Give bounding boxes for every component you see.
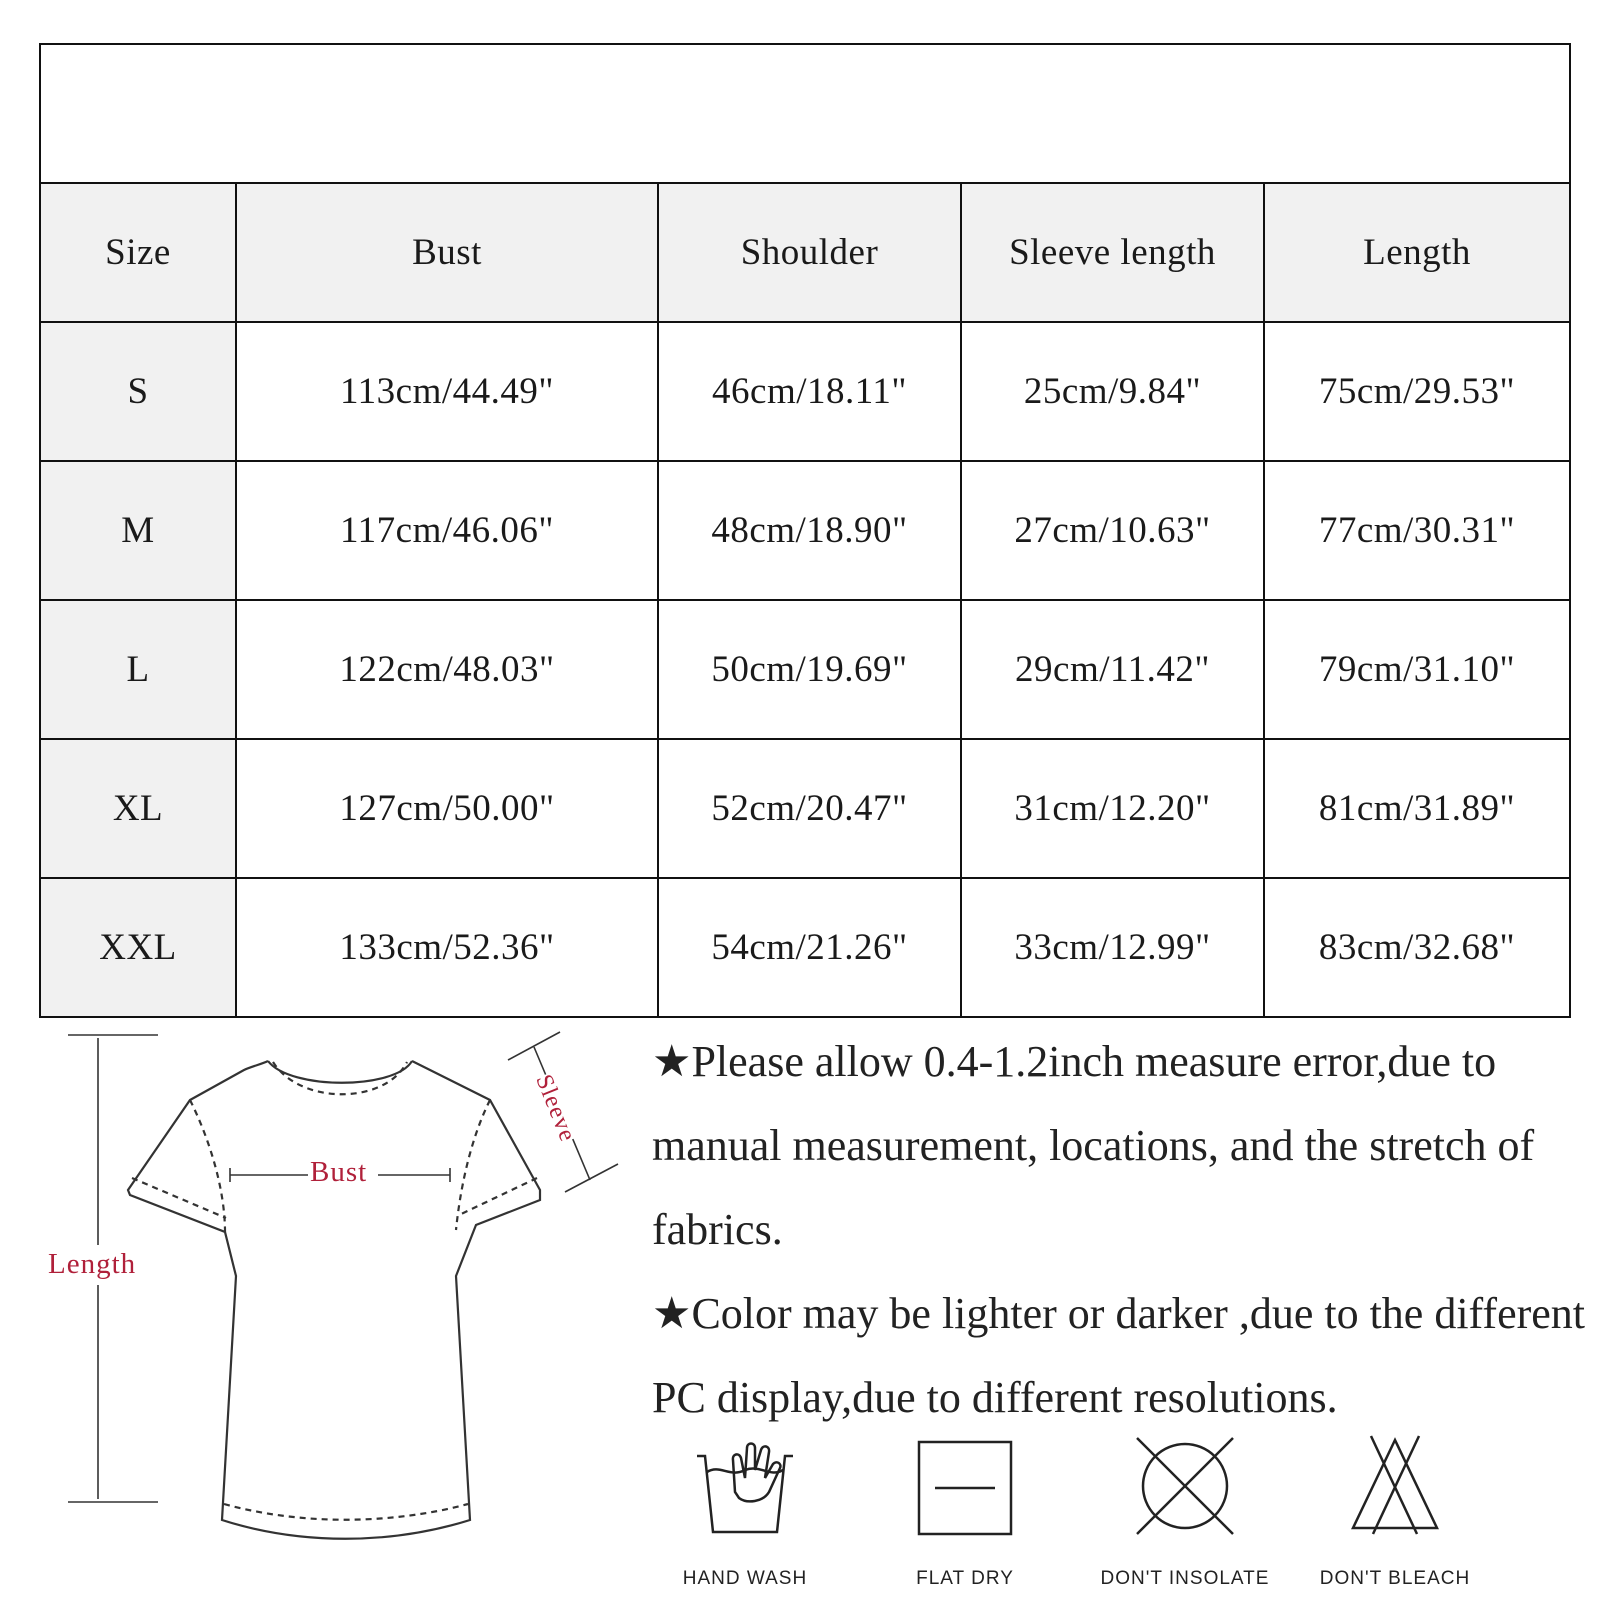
care-dont-bleach xyxy=(1285,1430,1505,1590)
shoulder-cell: 46cm/18.11" xyxy=(658,322,961,461)
note-measure-error: ★Please allow 0.4-1.2inch measure error,due to manual measurement, locations, and the stretch of fabrics. xyxy=(652,1037,1535,1254)
bust-cell: 133cm/52.36" xyxy=(236,878,658,1017)
bust-cell: 127cm/50.00" xyxy=(236,739,658,878)
sleeve-cell: 33cm/12.99" xyxy=(961,878,1264,1017)
shoulder-cell: 54cm/21.26" xyxy=(658,878,961,1017)
care-instructions xyxy=(660,1430,1600,1600)
length-cell: 81cm/31.89" xyxy=(1264,739,1570,878)
size-chart xyxy=(39,43,1569,1018)
bust-cell: 113cm/44.49" xyxy=(236,322,658,461)
sleeve-cell: 29cm/11.42" xyxy=(961,600,1264,739)
dont-insolate-icon xyxy=(1125,1430,1245,1540)
sleeve-label: Sleeve xyxy=(530,1070,581,1146)
length-cell: 75cm/29.53" xyxy=(1264,322,1570,461)
flat-dry-icon xyxy=(905,1430,1025,1540)
sleeve-cell: 25cm/9.84" xyxy=(961,322,1264,461)
care-label: DON'T BLEACH xyxy=(1319,1568,1471,1589)
table-row xyxy=(40,600,1570,739)
care-flat-dry xyxy=(855,1430,1075,1590)
shoulder-cell: 52cm/20.47" xyxy=(658,739,961,878)
size-cell: XXL xyxy=(40,878,236,1017)
shoulder-cell: 48cm/18.90" xyxy=(658,461,961,600)
header-size: Size xyxy=(40,183,236,322)
table-row xyxy=(40,878,1570,1017)
care-label: HAND WASH xyxy=(682,1568,808,1589)
table-row xyxy=(40,322,1570,461)
shoulder-cell: 50cm/19.69" xyxy=(658,600,961,739)
care-label: DON'T INSOLATE xyxy=(1100,1568,1270,1589)
header-sleeve-length: Sleeve length xyxy=(961,183,1264,322)
length-cell: 79cm/31.10" xyxy=(1264,600,1570,739)
table-row xyxy=(40,739,1570,878)
length-cell: 77cm/30.31" xyxy=(1264,461,1570,600)
header-length: Length xyxy=(1264,183,1570,322)
sleeve-cell: 31cm/12.20" xyxy=(961,739,1264,878)
care-dont-insolate xyxy=(1075,1430,1295,1590)
size-chart-title: Size Chart xyxy=(40,44,1570,183)
tshirt-diagram xyxy=(40,1020,640,1580)
header-row xyxy=(40,183,1570,322)
table-row xyxy=(40,461,1570,600)
size-cell: XL xyxy=(40,739,236,878)
bust-label: Bust xyxy=(310,1156,368,1188)
note-color: ★Color may be lighter or darker ,due to the different PC display,due to different resolutions. xyxy=(652,1289,1586,1422)
header-bust: Bust xyxy=(236,183,658,322)
size-cell: L xyxy=(40,600,236,739)
notes xyxy=(652,1020,1592,1440)
care-hand-wash xyxy=(635,1430,855,1590)
dont-bleach-icon xyxy=(1335,1430,1455,1540)
care-label: FLAT DRY xyxy=(916,1568,1014,1589)
size-cell: S xyxy=(40,322,236,461)
size-table xyxy=(39,43,1571,1018)
length-label: Length xyxy=(48,1248,137,1280)
hand-wash-icon xyxy=(685,1430,805,1540)
bust-cell: 117cm/46.06" xyxy=(236,461,658,600)
sleeve-cell: 27cm/10.63" xyxy=(961,461,1264,600)
bust-cell: 122cm/48.03" xyxy=(236,600,658,739)
size-cell: M xyxy=(40,461,236,600)
header-shoulder: Shoulder xyxy=(658,183,961,322)
length-cell: 83cm/32.68" xyxy=(1264,878,1570,1017)
